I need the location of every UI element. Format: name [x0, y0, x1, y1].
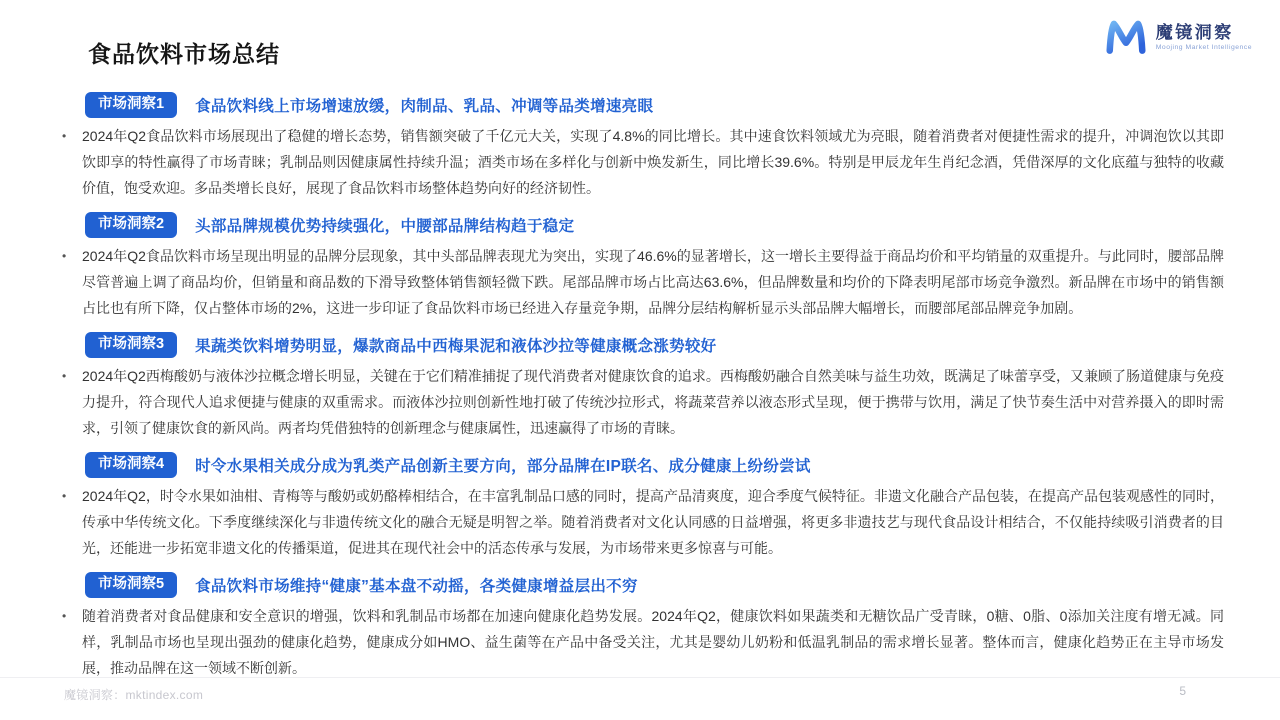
bullet-icon: •	[62, 489, 67, 503]
brand-text	[1156, 23, 1252, 51]
section-header	[85, 452, 1224, 478]
insight-headline: 果蔬类饮料增势明显，爆款商品中西梅果泥和液体沙拉等健康概念涨势较好	[195, 338, 717, 355]
section-header	[85, 92, 1224, 118]
insight-section-4	[62, 452, 1224, 561]
insight-sections	[62, 92, 1224, 692]
page-number: 5	[1179, 684, 1186, 698]
insight-body-row	[62, 483, 1224, 561]
insight-section-5	[62, 572, 1224, 681]
insight-badge: 市场洞察4	[85, 452, 177, 478]
section-header	[85, 212, 1224, 238]
bullet-icon: •	[62, 249, 67, 263]
insight-body-row	[62, 603, 1224, 681]
insight-badge: 市场洞察2	[85, 212, 177, 238]
insight-headline: 食品饮料线上市场增速放缓，肉制品、乳品、冲调等品类增速亮眼	[195, 98, 654, 115]
insight-body-row	[62, 123, 1224, 201]
insight-headline: 时令水果相关成分成为乳类产品创新主要方向，部分品牌在IP联名、成分健康上纷纷尝试	[195, 458, 811, 475]
insight-body: 随着消费者对食品健康和安全意识的增强，饮料和乳制品市场都在加速向健康化趋势发展。2024年Q2，健康饮料如果蔬类和无糖饮品广受青睐，0糖、0脂、0添加关注度有增无减。同样，乳制品市场也呈现出强劲的健康化趋势，健康成分如HMO、益生菌等在产品中备受关注，尤其是婴幼儿奶粉和低温乳制品的需求增长显著。整体而言，健康化趋势正在主导市场发展，推动品牌在这一领域不断创新。	[82, 608, 1224, 676]
bullet-icon: •	[62, 369, 67, 383]
insight-section-3	[62, 332, 1224, 441]
section-header	[85, 572, 1224, 598]
bullet-icon: •	[62, 609, 67, 623]
footer-source: 魔镜洞察：mktindex.com	[64, 688, 204, 702]
brand-tagline: Moojing Market Intelligence	[1155, 44, 1252, 51]
footer-divider	[0, 677, 1280, 678]
insight-headline: 食品饮料市场维持“健康”基本盘不动摇，各类健康增益层出不穷	[195, 578, 638, 595]
insight-body-row	[62, 363, 1224, 441]
insight-headline: 头部品牌规模优势持续强化，中腰部品牌结构趋于稳定	[195, 218, 575, 235]
insight-body: 2024年Q2食品饮料市场展现出了稳健的增长态势，销售额突破了千亿元大关，实现了4.8%的同比增长。其中速食饮料领域尤为亮眼，随着消费者对便捷性需求的提升，冲调泡饮以其即饮即享的特性赢得了市场青睐；乳制品则因健康属性持续升温；酒类市场在多样化与创新中焕发新生，同比增长39.6%。特别是甲辰龙年生肖纪念酒，凭借深厚的文化底蕴与独特的收藏价值，饱受欢迎。多品类增长良好，展现了食品饮料市场整体趋势向好的经济韧性。	[82, 128, 1224, 196]
insight-section-1	[62, 92, 1224, 201]
insight-section-2	[62, 212, 1224, 321]
insight-badge: 市场洞察3	[85, 332, 177, 358]
page-title: 食品饮料市场总结	[88, 41, 280, 67]
bullet-icon: •	[62, 129, 67, 143]
insight-badge: 市场洞察1	[85, 92, 177, 118]
insight-body: 2024年Q2食品饮料市场呈现出明显的品牌分层现象，其中头部品牌表现尤为突出，实现了46.6%的显著增长，这一增长主要得益于商品均价和平均销量的双重提升。与此同时，腰部品牌尽管普遍上调了商品均价，但销量和商品数的下滑导致整体销售额轻微下跌。尾部品牌市场占比高达63.6%，但品牌数量和均价的下降表明尾部市场竞争激烈。新品牌在市场中的销售额占比也有所下降，仅占整体市场的2%，这进一步印证了食品饮料市场已经进入存量竞争期，品牌分层结构解析显示头部品牌大幅增长，而腰部尾部品牌竞争加剧。	[82, 248, 1224, 316]
insight-badge: 市场洞察5	[85, 572, 177, 598]
insight-body: 2024年Q2，时令水果如油柑、青梅等与酸奶或奶酪棒相结合，在丰富乳制品口感的同时，提高产品清爽度，迎合季度气候特征。非遗文化融合产品包装，在提高产品包装观感性的同时，传承中华传统文化。下季度继续深化与非遗传统文化的融合无疑是明智之举。随着消费者对文化认同感的日益增强，将更多非遗技艺与现代食品设计相结合，不仅能持续吸引消费者的目光，还能进一步拓宽非遗文化的传播渠道，促进其在现代社会中的活态传承与发展，为市场带来更多惊喜与可能。	[82, 488, 1224, 556]
logo-m-icon	[1105, 20, 1147, 54]
insight-body-row	[62, 243, 1224, 321]
brand-name: 魔镜洞察	[1155, 23, 1234, 42]
insight-body: 2024年Q2西梅酸奶与液体沙拉概念增长明显，关键在于它们精准捕捉了现代消费者对健康饮食的追求。西梅酸奶融合自然美味与益生功效，既满足了味蕾享受，又兼顾了肠道健康与免疫力提升，符合现代人追求便捷与健康的双重需求。而液体沙拉则创新性地打破了传统沙拉形式，将蔬菜营养以液态形式呈现，便于携带与饮用，满足了快节奏生活中对营养摄入的即时需求，引领了健康饮食的新风尚。两者均凭借独特的创新理念与健康属性，迅速赢得了市场的青睐。	[82, 368, 1224, 436]
brand-logo	[1105, 20, 1252, 54]
section-header	[85, 332, 1224, 358]
